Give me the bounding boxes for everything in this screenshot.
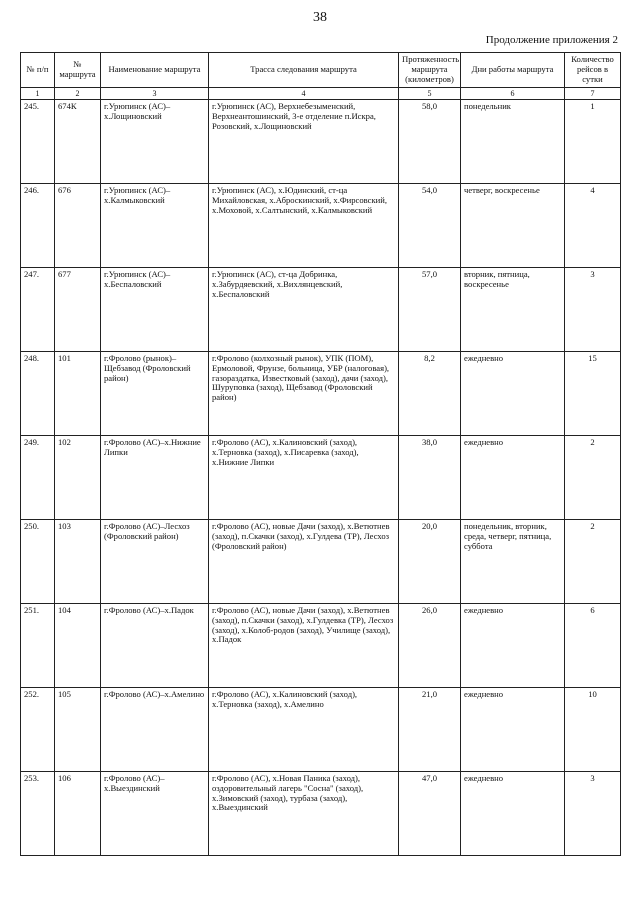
header-row (21, 53, 621, 88)
page-number: 38 (313, 10, 327, 25)
route-length: 58,0 (399, 99, 461, 183)
route-trips: 2 (565, 519, 621, 603)
route-name: г.Фролово (АС)–х.Амелино (101, 687, 209, 771)
table-row (21, 687, 621, 771)
table-row (21, 435, 621, 519)
route-path: г.Урюпинск (АС), Верхнебезыменский, Верхнеантошинский, 3-е отделение п.Искра, Розовский, х.Лощиновский (209, 99, 399, 183)
route-name: г.Урюпинск (АС)–х.Калмыковский (101, 183, 209, 267)
column-index: 7 (565, 87, 621, 99)
route-number: 105 (55, 687, 101, 771)
route-days: ежедневно (461, 603, 565, 687)
route-number: 103 (55, 519, 101, 603)
column-index: 4 (209, 87, 399, 99)
route-length: 8,2 (399, 351, 461, 435)
table-row (21, 351, 621, 435)
route-number: 101 (55, 351, 101, 435)
row-number: 250. (21, 519, 55, 603)
route-length: 54,0 (399, 183, 461, 267)
route-number: 674К (55, 99, 101, 183)
route-name: г.Фролово (АС)–Лесхоз (Фроловский район) (101, 519, 209, 603)
route-number: 104 (55, 603, 101, 687)
route-days: ежедневно (461, 351, 565, 435)
row-number: 252. (21, 687, 55, 771)
route-path: г.Фролово (АС), х.Калиновский (заход), х.Терновка (заход), х.Писаревка (заход), х.Нижние Липки (209, 435, 399, 519)
column-index: 5 (399, 87, 461, 99)
row-number: 247. (21, 267, 55, 351)
route-path: г.Фролово (АС), новые Дачи (заход), х.Ветютнев (заход), п.Скачки (заход), х.Гулдевка (ТР), Лесхоз (заход), х.Колоб-родов (заход), Училище (заход), х.Падок (209, 603, 399, 687)
route-days: понедельник, вторник, среда, четверг, пятница, суббота (461, 519, 565, 603)
route-name: г.Урюпинск (АС)–х.Беспаловский (101, 267, 209, 351)
route-trips: 3 (565, 267, 621, 351)
route-days: четверг, воскресенье (461, 183, 565, 267)
route-days: понедельник (461, 99, 565, 183)
table-row (21, 99, 621, 183)
route-trips: 1 (565, 99, 621, 183)
route-number: 102 (55, 435, 101, 519)
column-index: 3 (101, 87, 209, 99)
route-path: г.Фролово (колхозный рынок), УПК (ПОМ), Ермоловой, Фрунзе, больница, УБР (налоговая), газораздатка, Известковый (заход), дачи (заход), Шуруповка (заход), Щебзавод (Фроловский район) (209, 351, 399, 435)
header-route-name: Наименование маршрута (101, 53, 209, 88)
route-number: 677 (55, 267, 101, 351)
route-path: г.Фролово (АС), х.Новая Паника (заход), оздоровительный лагерь "Сосна" (заход), х.Зимовский (заход), турбаза (заход), х.Выездинский (209, 771, 399, 855)
row-number: 248. (21, 351, 55, 435)
table-row (21, 771, 621, 855)
route-path: г.Фролово (АС), х.Калиновский (заход), х.Терновка (заход), х.Амелино (209, 687, 399, 771)
route-trips: 4 (565, 183, 621, 267)
route-name: г.Фролово (рынок)–Щебзавод (Фроловский район) (101, 351, 209, 435)
route-path: г.Урюпинск (АС), х.Юдинский, ст-ца Михайловская, х.Аброскинский, х.Фирсовский, х.Моховой, х.Салтынский, х.Калмыковский (209, 183, 399, 267)
row-number: 246. (21, 183, 55, 267)
table-row (21, 267, 621, 351)
row-number: 251. (21, 603, 55, 687)
continuation-note: Продолжение приложения 2 (485, 34, 618, 46)
route-name: г.Урюпинск (АС)–х.Лощиновский (101, 99, 209, 183)
route-length: 38,0 (399, 435, 461, 519)
route-length: 21,0 (399, 687, 461, 771)
row-number: 249. (21, 435, 55, 519)
header-days: Дни работы маршрута (461, 53, 565, 88)
route-length: 47,0 (399, 771, 461, 855)
route-length: 26,0 (399, 603, 461, 687)
column-index: 1 (21, 87, 55, 99)
column-index: 2 (55, 87, 101, 99)
route-number: 676 (55, 183, 101, 267)
column-index-row (21, 87, 621, 99)
route-trips: 6 (565, 603, 621, 687)
route-name: г.Фролово (АС)–х.Нижние Липки (101, 435, 209, 519)
route-trips: 15 (565, 351, 621, 435)
route-days: вторник, пятница, воскресенье (461, 267, 565, 351)
table-row (21, 603, 621, 687)
table-row (21, 519, 621, 603)
route-days: ежедневно (461, 687, 565, 771)
header-trips: Количество рейсов в сутки (565, 53, 621, 88)
route-name: г.Фролово (АС)–х.Выездинский (101, 771, 209, 855)
route-trips: 3 (565, 771, 621, 855)
route-length: 20,0 (399, 519, 461, 603)
route-length: 57,0 (399, 267, 461, 351)
header-route-number: № маршрута (55, 53, 101, 88)
row-number: 253. (21, 771, 55, 855)
header-length: Протяженность маршрута (километров) (399, 53, 461, 88)
route-trips: 2 (565, 435, 621, 519)
row-number: 245. (21, 99, 55, 183)
route-trips: 10 (565, 687, 621, 771)
route-days: ежедневно (461, 771, 565, 855)
route-name: г.Фролово (АС)–х.Падок (101, 603, 209, 687)
header-route-path: Трасса следования маршрута (209, 53, 399, 88)
route-path: г.Урюпинск (АС), ст-ца Добринка, х.Забурдяевский, х.Вихлянцевский, х.Беспаловский (209, 267, 399, 351)
column-index: 6 (461, 87, 565, 99)
table-row (21, 183, 621, 267)
header-number: № п/п (21, 53, 55, 88)
route-days: ежедневно (461, 435, 565, 519)
route-path: г.Фролово (АС), новые Дачи (заход), х.Ветютнев (заход), п.Скачки (заход), х.Гулдева (ТР), Лесхоз (Фроловский район) (209, 519, 399, 603)
route-table (20, 52, 621, 856)
route-number: 106 (55, 771, 101, 855)
